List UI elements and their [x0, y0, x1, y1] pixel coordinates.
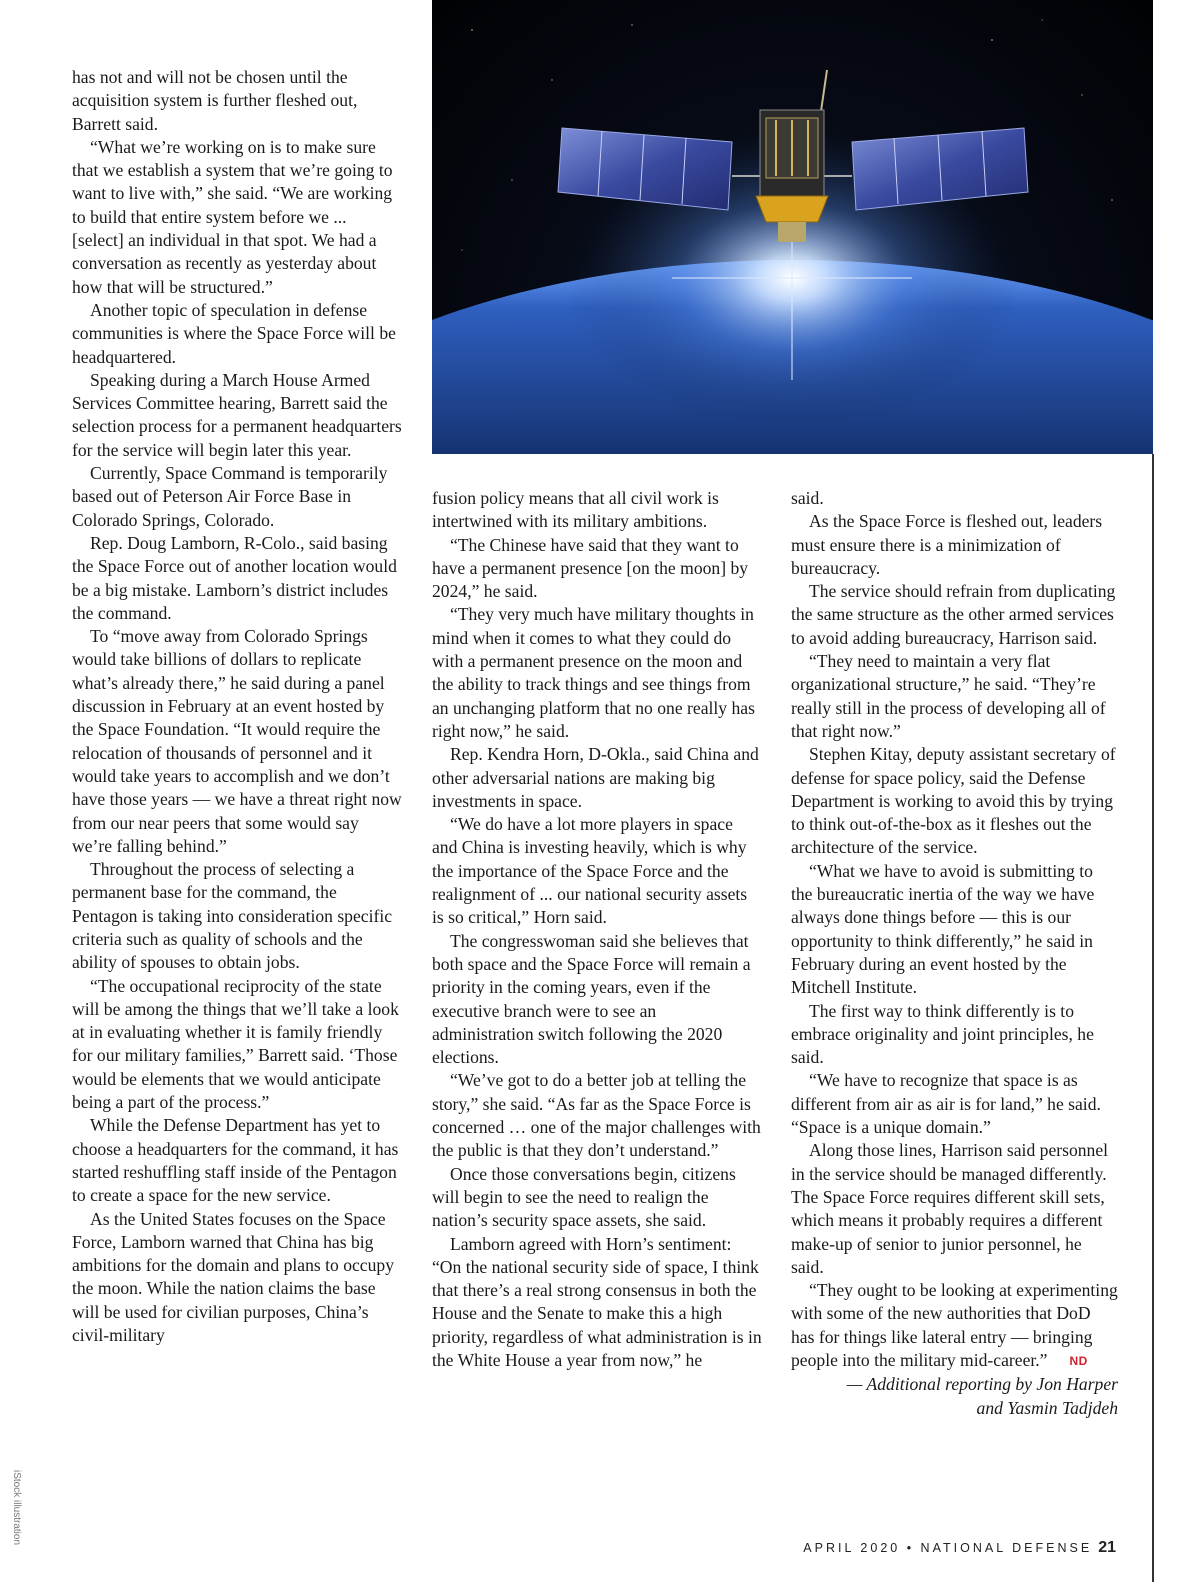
paragraph: As the United States focuses on the Space Force, Lamborn warned that China has big ambitions for the domain and plans to occupy the moon. While the nation claims the base will be used for civilian purposes, China’s civil-military — [72, 1208, 394, 1346]
final-paragraph — [791, 1279, 1118, 1373]
paragraph-text: “They ought to be looking at experimenting with some of the new authorities that DoD has for things like lateral entry — bringing people into the military mid-career.” — [791, 1280, 1118, 1370]
paragraph: While the Defense Department has yet to choose a headquarters for the command, it has started reshuffling staff inside of the Pentagon to create a space for the new service. — [72, 1115, 399, 1206]
paragraph: Rep. Doug Lamborn, R-Colo., said basing the Space Force out of another location would be a big mistake. Lamborn’s district includes the command. — [72, 532, 397, 623]
paragraph: As the Space Force is fleshed out, leaders must ensure there is a minimization of bureaucracy. — [791, 511, 1103, 578]
paragraph: “We have to recognize that space is as different from air as air is for land,” he said. “Space is a unique domain.” — [791, 1070, 1101, 1138]
paragraph: “We do have a lot more players in space and China is investing heavily, which is why the importance of the Space Force and the realignment of ... our national security assets is so critical,” Horn said. — [432, 814, 748, 928]
end-mark: ND — [1069, 1353, 1088, 1368]
paragraph: “The occupational reciprocity of the state will be among the things that we’ll take a look at in evaluating whether it is family friendly for our military families,” Barrett said. ‘Those would be elements that we would anticipate being a part of the process.” — [72, 975, 399, 1113]
byline-line-2: and Yasmin Tadjdeh — [976, 1397, 1118, 1418]
paragraph: The first way to think differently is to embrace originality and joint principles, he said. — [791, 1000, 1094, 1068]
byline-line-1: — Additional reporting by Jon Harper — [846, 1374, 1118, 1395]
paragraph: “The Chinese have said that they want to have a permanent presence [on the moon] by 2024,” he said. — [432, 534, 749, 602]
paragraph: The congresswoman said she believes that both space and the Space Force will remain a priority in the coming years, even if the executive branch were to see an administration switch following the 2020 elections. — [432, 930, 751, 1068]
paragraph: “What we have to avoid is submitting to the bureaucratic inertia of the way we have always done things before — this is our opportunity to think differently,” he said in February during an event hosted by the Mitchell Institute. — [791, 860, 1095, 998]
article-column-3 — [791, 487, 1118, 1420]
page-edge-rule — [1152, 454, 1154, 1582]
paragraph: The service should refrain from duplicating the same structure as the other armed services to avoid adding bureaucracy, Harrison said. — [791, 581, 1116, 648]
paragraph: Once those conversations begin, citizens will begin to see the need to realign the nation’s security space assets, she said. — [432, 1163, 736, 1231]
photo-credit: iStock illustration — [11, 1470, 22, 1546]
paragraph: has not and will not be chosen until the acquisition system is further fleshed out, Barrett said. — [72, 67, 358, 134]
page-number: 21 — [1098, 1539, 1116, 1556]
paragraph: Stephen Kitay, deputy assistant secretary of defense for space policy, said the Defense Department is working to avoid this by trying to think out-of-the-box as it fleshes out the architecture of the service. — [791, 744, 1116, 858]
issue-label: APRIL 2020 • NATIONAL DEFENSE — [803, 1541, 1093, 1555]
paragraph: Speaking during a March House Armed Services Committee hearing, Barrett said the selection process for a permanent headquarters for the service will begin later this year. — [72, 369, 402, 460]
page-footer — [803, 1539, 1116, 1557]
satellite-illustration — [432, 0, 1153, 454]
paragraph: “They need to maintain a very flat organizational structure,” he said. “They’re really still in the process of developing all of that right now.” — [791, 651, 1106, 741]
satellite-earth-graphic — [432, 0, 1153, 454]
paragraph: Throughout the process of selecting a permanent base for the command, the Pentagon is taking into consideration specific criteria such as quality of schools and the ability of spouses to obtain jobs. — [72, 859, 393, 973]
paragraph: “We’ve got to do a better job at telling the story,” she said. “As far as the Space Force is concerned … one of the major challenges with the public is that they don’t understand.” — [432, 1070, 761, 1161]
paragraph: Along those lines, Harrison said personnel in the service should be managed differently. The Space Force requires different skill sets, which means it probably requires a different make-up of senior to junior personnel, he said. — [791, 1140, 1109, 1277]
paragraph: Lamborn agreed with Horn’s sentiment: “On the national security side of space, I think that there’s a real strong consensus in both the House and the Senate to make this a high priority, regardless of what administration is in the White House a year from now,” he — [432, 1233, 762, 1370]
paragraph: “They very much have military thoughts in mind when it comes to what they could do with a permanent presence on the moon and the ability to track things and see things from an unchanging platform that no one really has right now,” he said. — [432, 604, 755, 741]
article-column-2 — [432, 487, 762, 1372]
paragraph: fusion policy means that all civil work is intertwined with its military ambitions. — [432, 488, 719, 532]
paragraph: “What we’re working on is to make sure that we establish a system that we’re going to want to live with,” she said. “We are working to build that entire system before we ... [select] an individual in that spot. We had a conversation as recently as yesterday about how that will be structured.” — [72, 136, 393, 297]
paragraph: said. — [791, 488, 824, 508]
paragraph: Another topic of speculation in defense communities is where the Space Force will be headquartered. — [72, 299, 396, 367]
article-column-1 — [72, 66, 402, 1347]
paragraph: To “move away from Colorado Springs would take billions of dollars to replicate what’s already there,” he said during a panel discussion in February at an event hosted by the Space Foundation. “It would require the relocation of thousands of personnel and it would take years to accomplish and we don’t have those years — we have a threat right now from our near peers that some would say we’re falling behind.” — [72, 626, 402, 856]
satellite-bus — [756, 110, 828, 242]
paragraph: Rep. Kendra Horn, D-Okla., said China and other adversarial nations are making big investments in space. — [432, 744, 759, 811]
paragraph: Currently, Space Command is temporarily based out of Peterson Air Force Base in Colorado Springs, Colorado. — [72, 463, 388, 530]
